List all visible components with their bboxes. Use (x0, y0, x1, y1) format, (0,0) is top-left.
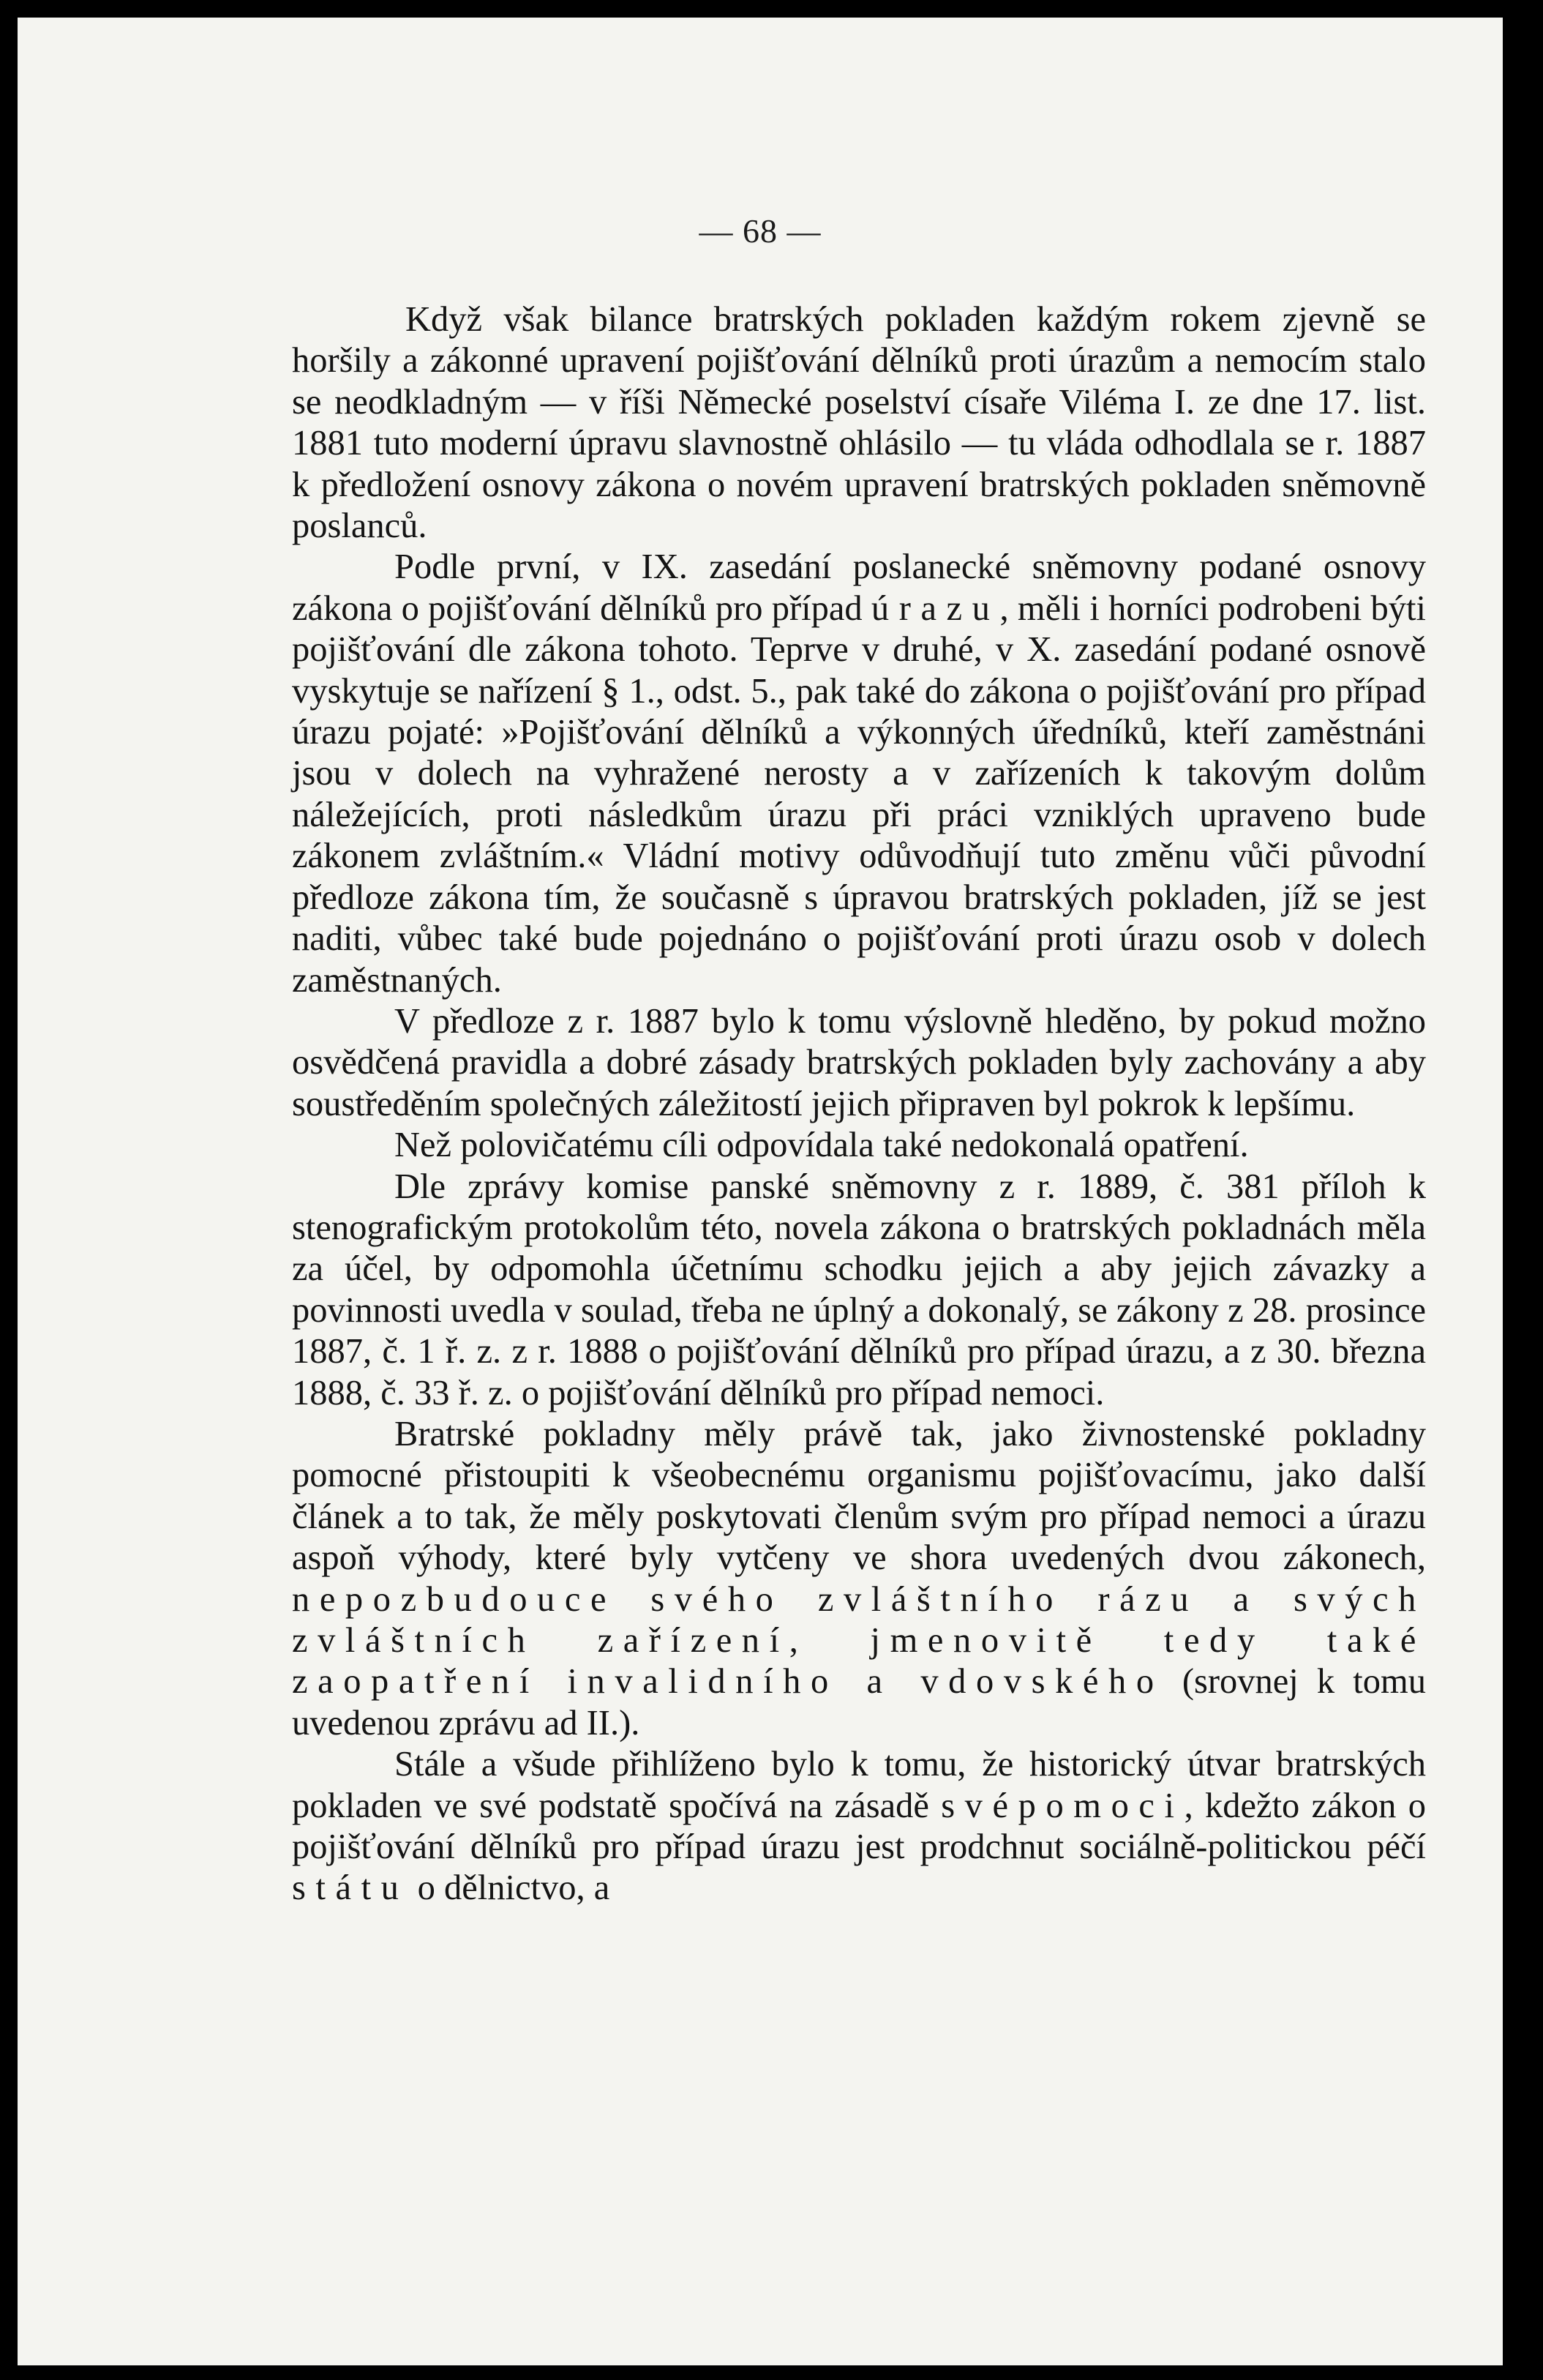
paragraph-text: , měli i horníci podrobeni býti pojišťování dle zákona tohoto. Teprve v druhé, v X. zasedání podané osnově vyskytuje se nařízení § 1., odst. 5., pak také do zákona o pojišťování pro případ úrazu pojaté: »Pojišťování dělníků a výkonných úředníků, kteří zaměstnáni jsou v dolech na vyhražené nerosty a v zařízeních k takovým dolům náležejících, proti následkům úrazu při práci vzniklých upraveno bude zákonem zvláštním.« Vládní motivy odůvodňují tuto změnu vůči původní předloze zákona tím, že současně s úpravou bratrských pokladen, jíž se jest naditi, vůbec také bude pojednáno o pojišťování proti úrazu osob v dolech zaměstnaných. (292, 588, 1427, 1000)
paragraph-text: o dělnictvo, a (408, 1868, 610, 1908)
paragraph (292, 547, 1426, 1000)
body-text (292, 299, 1426, 1909)
paragraph-text: Stále a všude přihlíženo bylo k tomu, že historický útvar bratrských pokladen ve své podstatě spočívá na zásadě (292, 1745, 1426, 1825)
paragraph (292, 1414, 1426, 1744)
emphasized-text: úrazu (871, 588, 1000, 628)
paragraph (292, 1001, 1426, 1125)
paragraph (292, 1125, 1426, 1166)
paragraph (292, 1744, 1426, 1909)
paragraph-text: (srovnej k tomu uvedenou zprávu ad II.). (292, 1662, 1426, 1743)
paragraph (292, 299, 1426, 547)
paragraph-text: Než polovičatému cíli odpovídala také nedokonalá opatření. (394, 1126, 1249, 1165)
emphasized-text: státu (292, 1868, 409, 1908)
emphasized-text: nepozbudouce svého zvláštního rázu a svých zvláštních zařízení, jmenovitě tedy také zaopatření invalidního a vdovského (292, 1579, 1426, 1702)
paragraph (292, 1167, 1426, 1414)
paragraph-text: Když však bilance bratrských pokladen každým rokem zjevně se horšily a zákonné upravení pojišťování dělníků proti úrazům a nemocím stalo se neodkladným — v říši Německé poselství císaře Viléma I. ze dne 17. list. 1881 tuto moderní úpravu slavnostně ohlásilo — tu vláda odhodlala se r. 1887 k předložení osnovy zákona o novém upravení bratrských pokladen sněmovně poslanců. (292, 300, 1426, 546)
paragraph-text: Podle první, v IX. zasedání poslanecké sněmovny podané osnovy zákona o pojišťování dělníků pro případ (292, 547, 1426, 628)
paragraph-text: , kdežto zákon o pojišťování dělníků pro případ úrazu jest prodchnut sociálně-politickou péčí (292, 1786, 1426, 1867)
paragraph-text: V předloze z r. 1887 bylo k tomu výslovně hleděno, by pokud možno osvědčená pravidla a dobré zásady bratrských pokladen byly zachovány a aby soustředěním společných záležitostí jejich připraven byl pokrok k lepšímu. (292, 1001, 1426, 1123)
paragraph-text: Bratrské pokladny měly právě tak, jako živnostenské pokladny pomocné přistoupiti k všeobecnému organismu pojišťovacímu, jako další článek a to tak, že měly poskytovati členům svým pro případ nemoci a úrazu aspoň výhody, které byly vytčeny ve shora uvedených dvou zákonech, (292, 1414, 1426, 1578)
page-number: — 68 — (699, 212, 822, 250)
emphasized-text: svépomoci (941, 1786, 1185, 1825)
paragraph-text: Dle zprávy komise panské sněmovny z r. 1889, č. 381 příloh k stenografickým protokolům této, novela zákona o bratrských pokladnách měla za účel, by odpomohla účetnímu schodku jejich a aby jejich závazky a povinnosti uvedla v soulad, třeba ne úplný a dokonalý, se zákony z 28. prosince 1887, č. 1 ř. z. z r. 1888 o pojišťování dělníků pro případ úrazu, a z 30. března 1888, č. 33 ř. z. o pojišťování dělníků pro případ nemoci. (292, 1167, 1426, 1412)
book-page (18, 18, 1503, 2365)
